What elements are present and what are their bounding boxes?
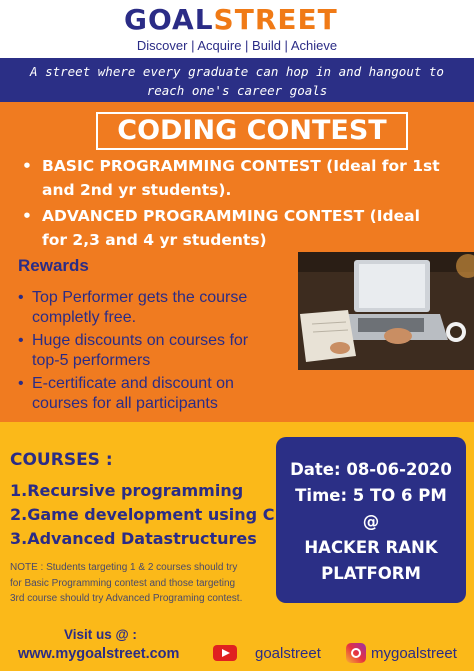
instagram-icon[interactable] [346,643,366,663]
bullet: • [22,207,32,225]
reward-line: Huge discounts on courses for [32,332,249,349]
event-platform-line-1: HACKER RANK [304,538,438,557]
reward-item [18,374,288,414]
contest-item-line: and 2nd yr students). [42,181,232,199]
bullet: • [22,157,32,175]
bullet: • [18,332,24,349]
reward-line: Top Performer gets the course [32,289,248,306]
instagram-handle[interactable]: mygoalstreet [371,645,457,662]
reward-line: top-5 performers [32,352,151,369]
courses-note [10,560,276,607]
note-line: for Basic Programming contest and those targeting [10,577,236,589]
reward-line: completly free. [32,309,137,326]
website-link[interactable]: www.mygoalstreet.com [18,646,180,662]
youtube-icon[interactable] [213,645,237,661]
tagline: Discover | Acquire | Build | Achieve [136,38,338,53]
visit-label: Visit us @ : [64,627,137,642]
reward-item [18,331,288,371]
reward-line: courses for all participants [32,395,218,412]
rewards-heading: Rewards [18,256,89,275]
mission-band [0,58,474,102]
course-item: 3.Advanced Datastructures [10,529,257,548]
logo-goal: GOAL [124,3,214,36]
bullet: • [18,289,24,306]
event-time: Time: 5 TO 6 PM [295,486,447,505]
event-date: Date: 08-06-2020 [290,460,452,479]
event-platform-line-2: PLATFORM [321,564,421,583]
contest-item-advanced [22,204,462,252]
mission-line-2: reach one's career goals [146,83,328,98]
note-line: NOTE : Students targeting 1 & 2 courses should try [10,562,238,573]
header [0,0,474,58]
courses-heading: COURSES : [10,450,113,470]
laptop-photo [298,252,474,370]
logo-street: STREET [213,3,338,36]
contest-item-basic [22,154,462,202]
course-item: 1.Recursive programming [10,481,244,500]
contest-item-line: for 2,3 and 4 yr students) [42,231,267,249]
contest-item-line: BASIC PROGRAMMING CONTEST (Ideal for 1st [42,157,440,175]
event-details-box [276,437,466,603]
reward-line: E-certificate and discount on [32,375,234,392]
event-at: @ [362,512,380,531]
contest-item-line: ADVANCED PROGRAMMING CONTEST (Ideal [42,207,420,225]
course-item: 2.Game development using C [10,505,275,524]
youtube-handle[interactable]: goalstreet [255,645,321,662]
note-line: 3rd course should try Advanced Programing contest. [10,593,243,604]
reward-item [18,288,288,328]
bullet: • [18,375,24,392]
contest-title: CODING CONTEST [96,112,408,150]
mission-line-1: A street where every graduate can hop in and hangout to [30,64,444,79]
goalstreet-logo [124,3,358,36]
